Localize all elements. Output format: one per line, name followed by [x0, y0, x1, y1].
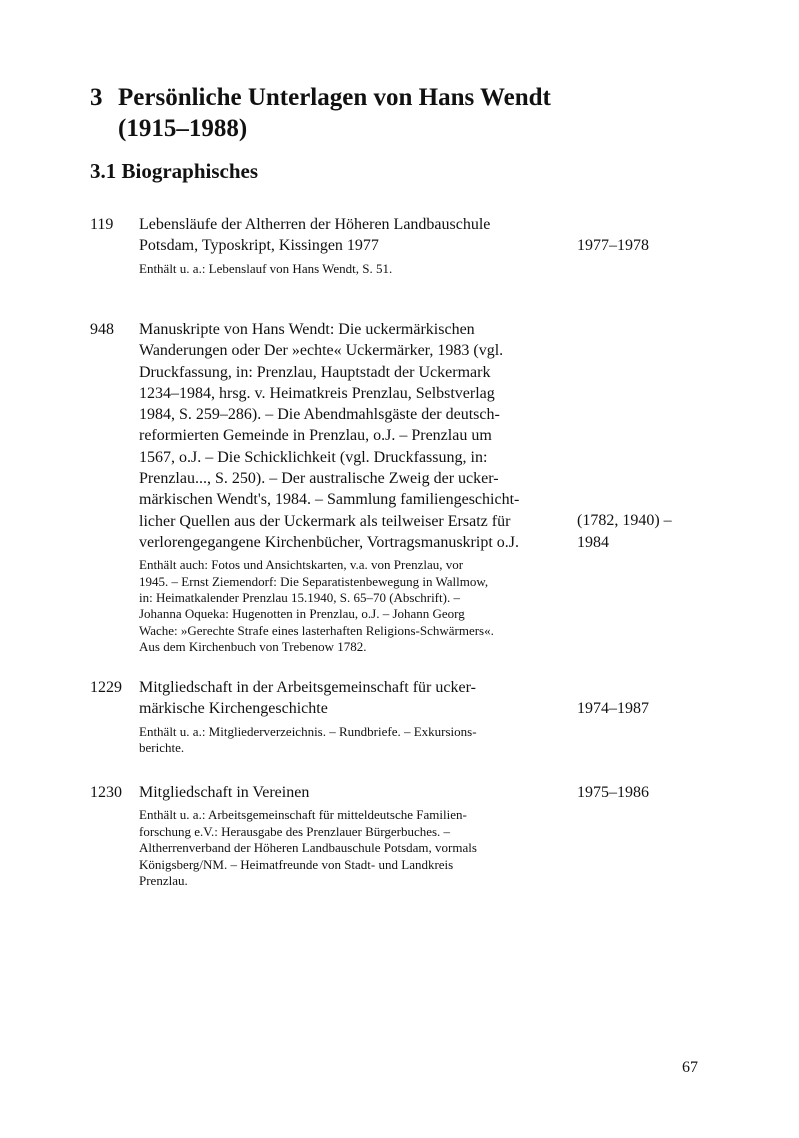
entry-signature: 1230	[90, 784, 122, 801]
entry-title-line: märkische Kirchengeschichte	[139, 700, 328, 718]
entry-title-line: Wanderungen oder Der »echte« Uckermärker, 1983 (vgl.	[139, 342, 504, 360]
entry-note-line: Johanna Oqueka: Hugenotten in Prenzlau, o.J. – Johann Georg	[139, 606, 465, 622]
entry-notes	[139, 724, 559, 757]
entry-body	[139, 319, 559, 656]
entry-title-line: Lebensläufe der Altherren der Höheren Landbauschule	[139, 216, 491, 233]
entry-title-line: verlorengegangene Kirchenbücher, Vortragsmanuskript o.J.	[139, 533, 519, 551]
entry-note-line: in: Heimatkalender Prenzlau 15.1940, S. 65–70 (Abschrift). –	[139, 590, 460, 606]
entry-title-line: 1984, S. 259–286). – Die Abendmahlsgäste der deutsch-	[139, 406, 500, 424]
entry-date: 1984	[577, 533, 609, 551]
entry-body	[139, 214, 559, 277]
entry-title-line: märkischen Wendt's, 1984. – Sammlung familiengeschicht-	[139, 491, 520, 509]
entry-signature: 948	[90, 321, 114, 338]
entry-title-line: Mitgliedschaft in Vereinen	[139, 784, 310, 801]
entry-body	[139, 782, 559, 889]
entry-note-line: Wache: »Gerechte Strafe eines lasterhaften Religions-Schwärmers«.	[139, 622, 494, 638]
entry-date: 1974–1987	[577, 700, 649, 718]
entry-note-line: forschung e.V.: Herausgabe des Prenzlauer Bürgerbuches. –	[139, 823, 451, 839]
entry-notes	[139, 261, 559, 277]
entry-note-line: Aus dem Kirchenbuch von Trebenow 1782.	[139, 639, 367, 655]
entry-note-line: Königsberg/NM. – Heimatfreunde von Stadt- und Landkreis	[139, 856, 454, 872]
entry-title-line: 1567, o.J. – Die Schicklichkeit (vgl. Druckfassung, in:	[139, 448, 488, 466]
entry-note-line: Enthält auch: Fotos und Ansichtskarten, v.a. von Prenzlau, vor	[139, 557, 464, 573]
entry-title-line: Prenzlau..., S. 250). – Der australische Zweig der ucker-	[139, 470, 499, 488]
entry-note-line: 1945. – Ernst Ziemendorf: Die Separatistenbewegung in Wallmow,	[139, 573, 489, 589]
section-title: 3.1 Biographisches	[90, 159, 259, 183]
chapter-title-line: (1915–1988)	[118, 115, 248, 142]
entry-signature: 119	[90, 216, 114, 233]
entry-date: (1782, 1940) –	[577, 512, 672, 529]
chapter-number: 3	[90, 84, 103, 111]
entry-title-line: Mitgliedschaft in der Arbeitsgemeinschaft für ucker-	[139, 679, 476, 696]
entry-body	[139, 677, 559, 756]
entry-note-line: Altherrenverband der Höheren Landbauschule Potsdam, vormals	[139, 840, 477, 856]
entry-title-line: Druckfassung, in: Prenzlau, Hauptstadt der Uckermark	[139, 363, 491, 381]
entry-date: 1977–1978	[577, 237, 649, 255]
entry-note-line: Enthält u. a.: Lebenslauf von Hans Wendt, S. 51.	[139, 260, 393, 276]
entry-title-line: licher Quellen aus der Uckermark als teilweiser Ersatz für	[139, 512, 511, 530]
entry-note-line: berichte.	[139, 740, 185, 755]
entry-title-line: Potsdam, Typoskript, Kissingen 1977	[139, 237, 379, 255]
entry-signature: 1229	[90, 679, 122, 696]
entry-note-line: Enthält u. a.: Arbeitsgemeinschaft für mitteldeutsche Familien-	[139, 807, 467, 823]
entry-title-line: 1234–1984, hrsg. v. Heimatkreis Prenzlau, Selbstverlag	[139, 384, 495, 402]
entry-note-line: Prenzlau.	[139, 872, 188, 888]
entry-notes	[139, 557, 559, 655]
chapter-title-line: Persönliche Unterlagen von Hans Wendt	[118, 84, 551, 111]
entry-title-line: reformierten Gemeinde in Prenzlau, o.J. – Prenzlau um	[139, 427, 492, 445]
entry-title-line: Manuskripte von Hans Wendt: Die uckermärkischen	[139, 321, 475, 338]
entry-note-line: Enthält u. a.: Mitgliederverzeichnis. – Rundbriefe. – Exkursions-	[139, 723, 477, 739]
entry-notes	[139, 807, 559, 889]
page-number: 67	[682, 1059, 698, 1076]
entry-date: 1975–1986	[577, 784, 649, 801]
